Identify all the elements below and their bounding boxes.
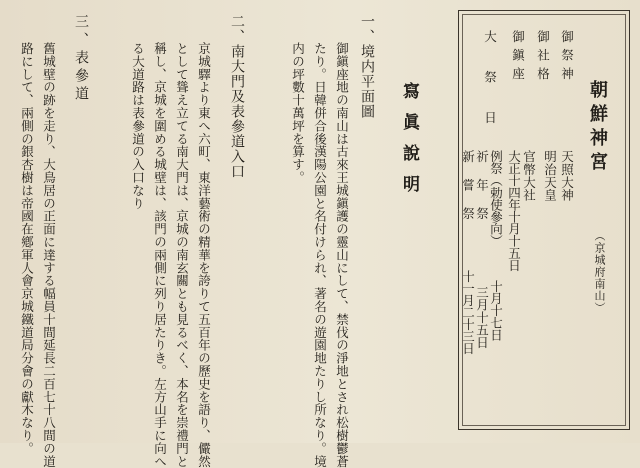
row1-value2: 明治天皇 bbox=[542, 150, 558, 202]
section1-line3: 内の坪數十萬坪を算す。 bbox=[290, 42, 306, 184]
row1-label: 御祭神 bbox=[559, 30, 575, 86]
section3-title: 三、表參道 bbox=[73, 14, 89, 104]
section1-line2: たり。日韓併合後漢陽公園と名付けられ、著名の遊園地たりし所なり。境 bbox=[312, 42, 328, 468]
row2-value: 官幣大社 bbox=[521, 150, 537, 202]
section2-title: 二、南大門及表參道入口 bbox=[229, 14, 245, 179]
festival-3-date: 十一月二十三日 bbox=[460, 270, 476, 354]
row3-label: 御鎭座 bbox=[510, 30, 526, 86]
row4-label: 大祭日 bbox=[482, 30, 498, 152]
shrine-location: （京城府南山） bbox=[593, 230, 606, 314]
row2-label: 御社格 bbox=[535, 30, 551, 86]
row1-value: 天照大神 bbox=[559, 150, 575, 202]
festival-2-date: 三月十五日 bbox=[474, 286, 490, 349]
section3-line1: 舊城壁の跡を走り、大鳥居の正面に達する幅員十間延長二百七十八間の道 bbox=[41, 42, 57, 468]
festival-2-name: 祈年祭 bbox=[474, 150, 490, 236]
row3-value: 大正十四年十月十五日 bbox=[506, 150, 522, 272]
section2-line2: として聳え立てる南大門は、京城の南玄關とも見るべく、本名を崇禮門と bbox=[174, 42, 190, 468]
shrine-title: 朝鮮神宮 bbox=[587, 80, 608, 176]
festival-3-name: 新嘗祭 bbox=[460, 150, 476, 236]
section2-line3: 稱し、京城を圍める城壁は、該門の兩側に列り居たりき。左方山手に向へ bbox=[152, 42, 168, 468]
section1-line1: 御鎭座地の南山は古來王城鎭護の靈山にして、禁伐の淨地とされ松樹鬱蒼 bbox=[334, 42, 350, 468]
section2-line4: る大道路は表參道の入口なり bbox=[130, 42, 146, 210]
document-heading: 寫眞說明 bbox=[399, 82, 419, 206]
section1-title: 一、境内平面圖 bbox=[359, 14, 375, 119]
section3-line2: 路にして、兩側の銀杏樹は帝國在鄕軍人會京城鐵道局分會の獻木なり。 bbox=[19, 42, 35, 455]
section2-line1: 京城驛より東へ六町、東洋藝術の精華を誇りて五百年の歷史を語り、儼然 bbox=[196, 42, 212, 468]
festival-1-date: 十月十七日 bbox=[488, 280, 504, 341]
festival-1-name: 例祭（勅使參向） bbox=[488, 150, 504, 247]
